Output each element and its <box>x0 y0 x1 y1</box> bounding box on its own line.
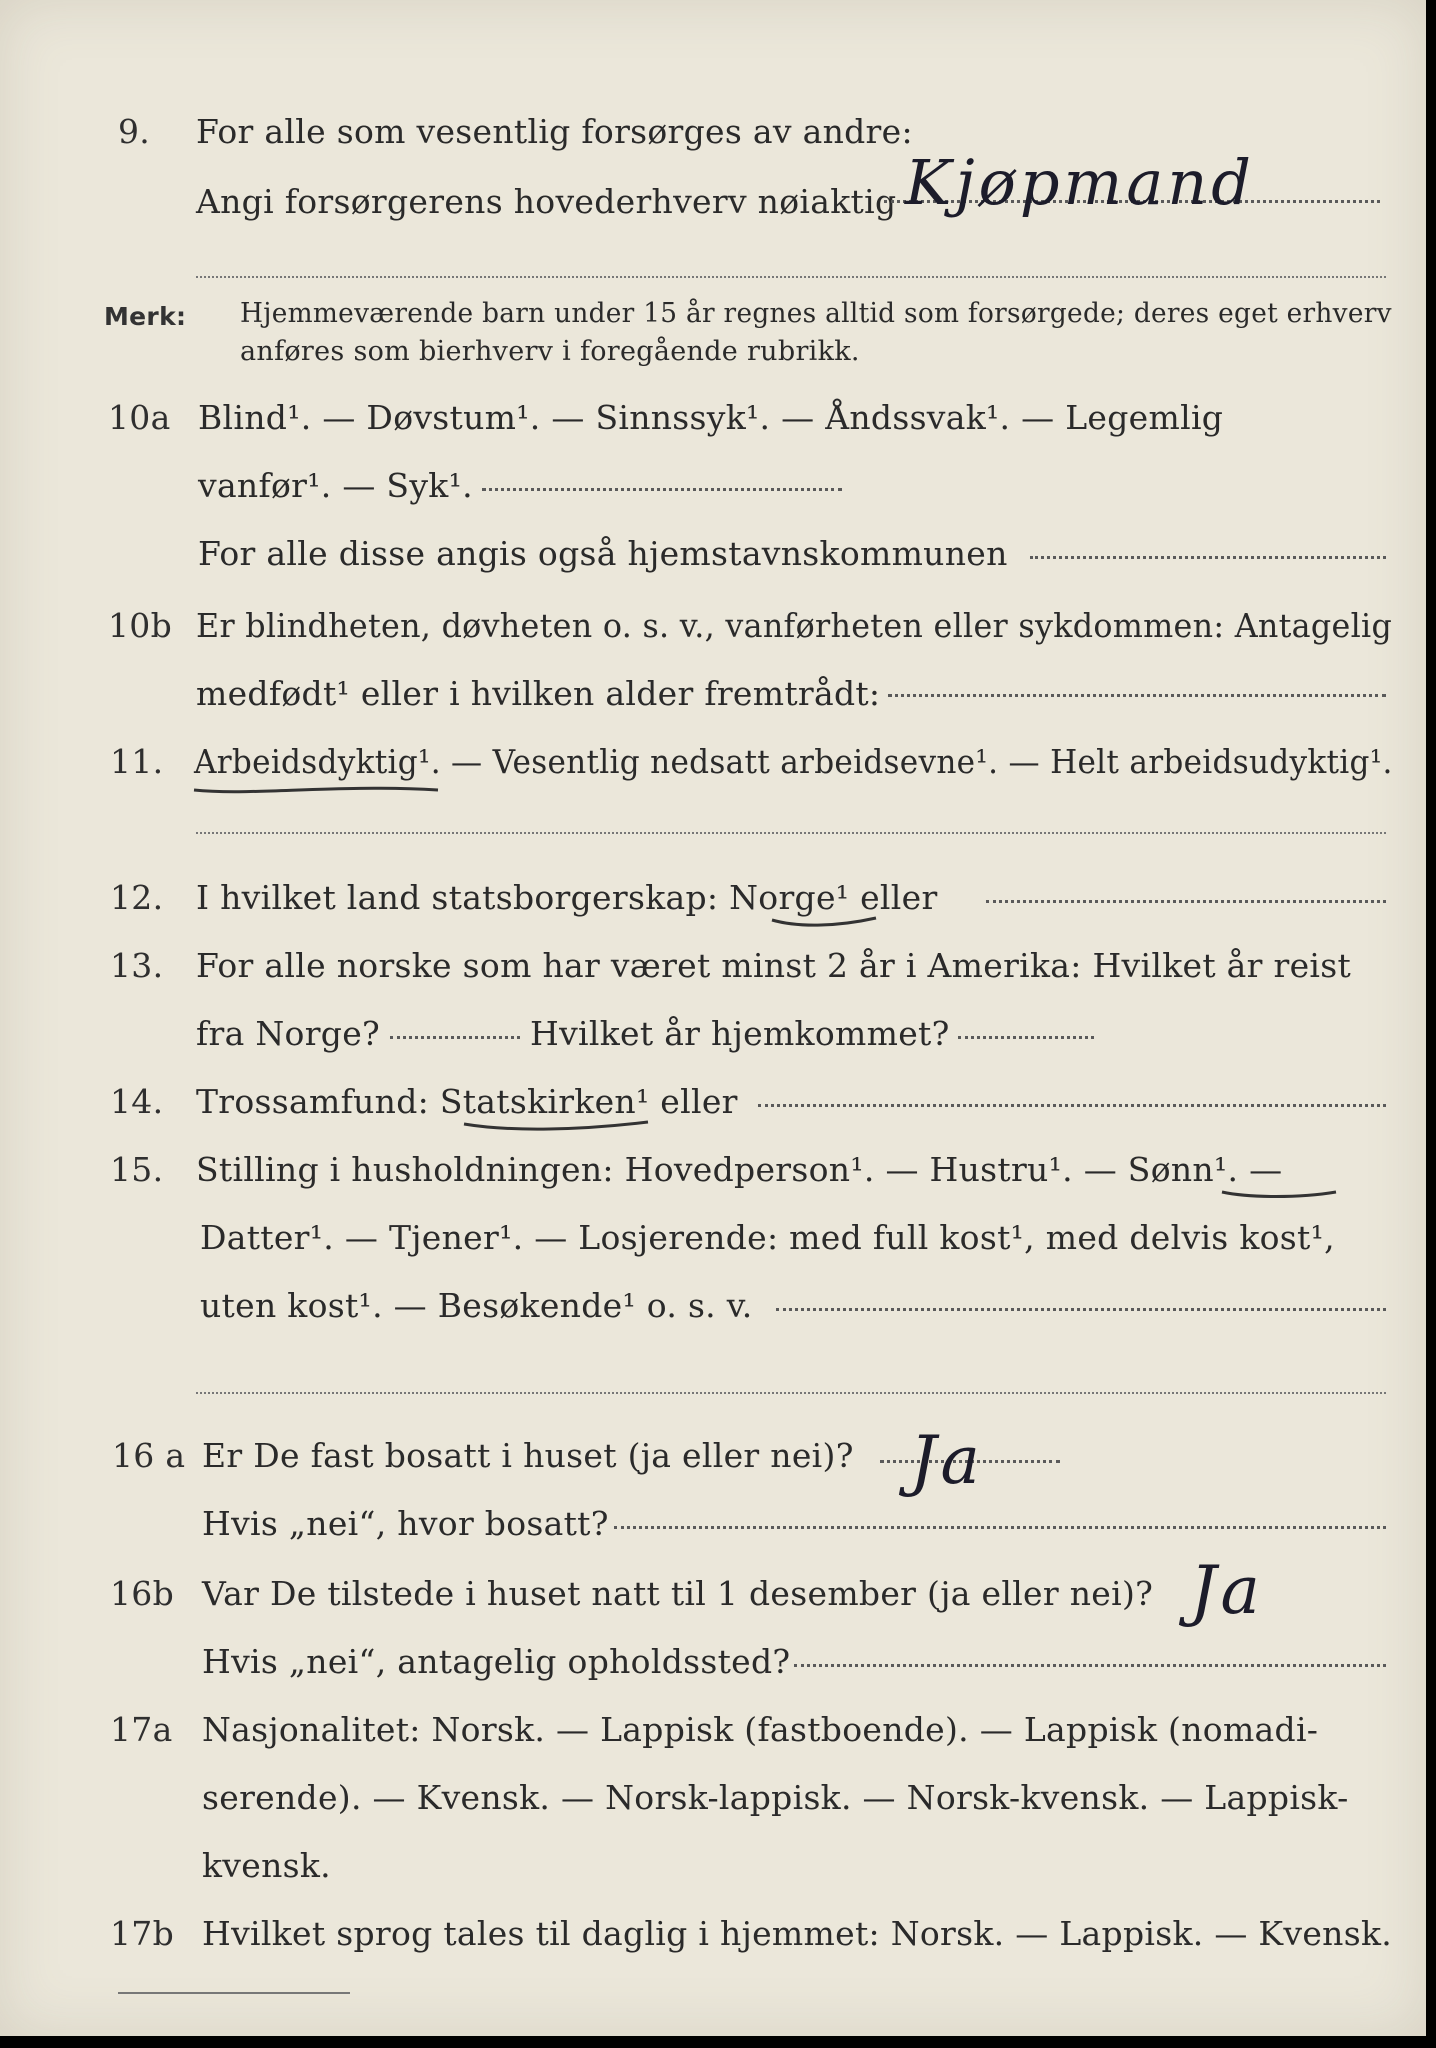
q15-sonn-underline <box>1220 1184 1340 1204</box>
q16a-line2: Hvis „nei“, hvor bosatt? <box>202 1504 609 1543</box>
q14-number: 14. <box>110 1082 164 1121</box>
q15-extra-line <box>196 1392 1386 1394</box>
q11-extra-line <box>196 832 1386 834</box>
q12-line1: I hvilket land statsborgerskap: Norge¹ eller <box>196 878 938 917</box>
q17a-number: 17a <box>110 1710 173 1749</box>
q16a-handwritten-answer[interactable]: Ja <box>910 1422 984 1499</box>
merk-label: Merk: <box>104 302 187 331</box>
q16a-bosatt-line <box>614 1526 1386 1529</box>
q13-line1: For alle norske som har været minst 2 år i Amerika: Hvilket år reist <box>196 946 1352 985</box>
q10b-line2: medfødt¹ eller i hvilken alder fremtrådt: <box>196 674 881 713</box>
q9-extra-line <box>196 276 1386 278</box>
merk-note-line1: Hjemmeværende barn under 15 år regnes alltid som forsørgede; deres eget erhverv <box>240 298 1392 329</box>
q16a-line1: Er De fast bosatt i huset (ja eller nei)? <box>202 1436 854 1475</box>
q16b-handwritten-answer[interactable]: Ja <box>1190 1552 1264 1629</box>
q13-line2a: fra Norge? <box>196 1014 381 1053</box>
q13-hjemkommet-line <box>958 1036 1094 1039</box>
q9-number: 9. <box>118 112 151 151</box>
q10a-line3: For alle disse angis også hjemstavnskommunen <box>198 534 1008 573</box>
q9-question-line2: Angi forsørgerens hovederhverv nøiaktig <box>196 182 897 221</box>
q11-line1: Arbeidsdyktig¹. — Vesentlig nedsatt arbeidsevne¹. — Helt arbeidsudyktig¹. <box>194 742 1393 781</box>
q10a-hjemstavn-line <box>1030 556 1386 559</box>
q16b-line1: Var De tilstede i huset natt til 1 desember (ja eller nei)? <box>202 1574 1154 1613</box>
q17a-line2: serende). — Kvensk. — Norsk-lappisk. — Norsk-kvensk. — Lappisk- <box>202 1778 1349 1817</box>
q10a-answer-line <box>482 488 842 491</box>
q17b-line1: Hvilket sprog tales til daglig i hjemmet: Norsk. — Lappisk. — Kvensk. <box>202 1914 1393 1953</box>
q13-number: 13. <box>110 946 164 985</box>
q11-number: 11. <box>110 742 164 781</box>
merk-note-line2: anføres som bierhverv i foregående rubrikk. <box>240 336 860 367</box>
q15-number: 15. <box>110 1150 164 1189</box>
q14-answer-line <box>758 1104 1386 1107</box>
q14-statskirken-underline <box>462 1116 652 1136</box>
q12-answer-line <box>986 900 1386 903</box>
q10b-number: 10b <box>108 606 173 645</box>
q15-line2: Datter¹. — Tjener¹. — Losjerende: med full kost¹, med delvis kost¹, <box>200 1218 1335 1257</box>
q16b-number: 16b <box>110 1574 175 1613</box>
q17a-line3: kvensk. <box>202 1846 331 1885</box>
q10b-answer-line <box>888 694 1386 697</box>
q10a-line1: Blind¹. — Døvstum¹. — Sinnssyk¹. — Åndssvak¹. — Legemlig <box>198 398 1224 437</box>
q15-line1: Stilling i husholdningen: Hovedperson¹. — Hustru¹. — Sønn¹. — <box>196 1150 1283 1189</box>
q9-handwritten-answer[interactable]: Kjøpmand <box>905 146 1255 219</box>
q16b-opholdssted-line <box>794 1664 1386 1667</box>
q12-number: 12. <box>110 878 164 917</box>
footer-rule <box>118 1992 350 1994</box>
q10a-line2: vanfør¹. — Syk¹. <box>198 466 473 505</box>
q15-line3: uten kost¹. — Besøkende¹ o. s. v. <box>200 1286 753 1325</box>
q10a-number: 10a <box>108 398 171 437</box>
q11-arbeidsdyktig-underline <box>192 778 442 798</box>
q16b-line2: Hvis „nei“, antagelig opholdssted? <box>202 1642 791 1681</box>
q14-line1: Trossamfund: Statskirken¹ eller <box>196 1082 738 1121</box>
q12-norge-underline <box>770 912 880 932</box>
q13-reist-line <box>390 1036 520 1039</box>
q13-line2b: Hvilket år hjemkommet? <box>530 1014 950 1053</box>
q16a-number: 16 a <box>112 1436 186 1475</box>
q17a-line1: Nasjonalitet: Norsk. — Lappisk (fastboende). — Lappisk (nomadi- <box>202 1710 1319 1749</box>
q15-answer-line <box>776 1308 1386 1311</box>
q10b-line1: Er blindheten, døvheten o. s. v., vanførheten eller sykdommen: Antagelig <box>196 606 1393 645</box>
q9-question-line1: For alle som vesentlig forsørges av andre: <box>196 112 913 151</box>
q17b-number: 17b <box>110 1914 175 1953</box>
